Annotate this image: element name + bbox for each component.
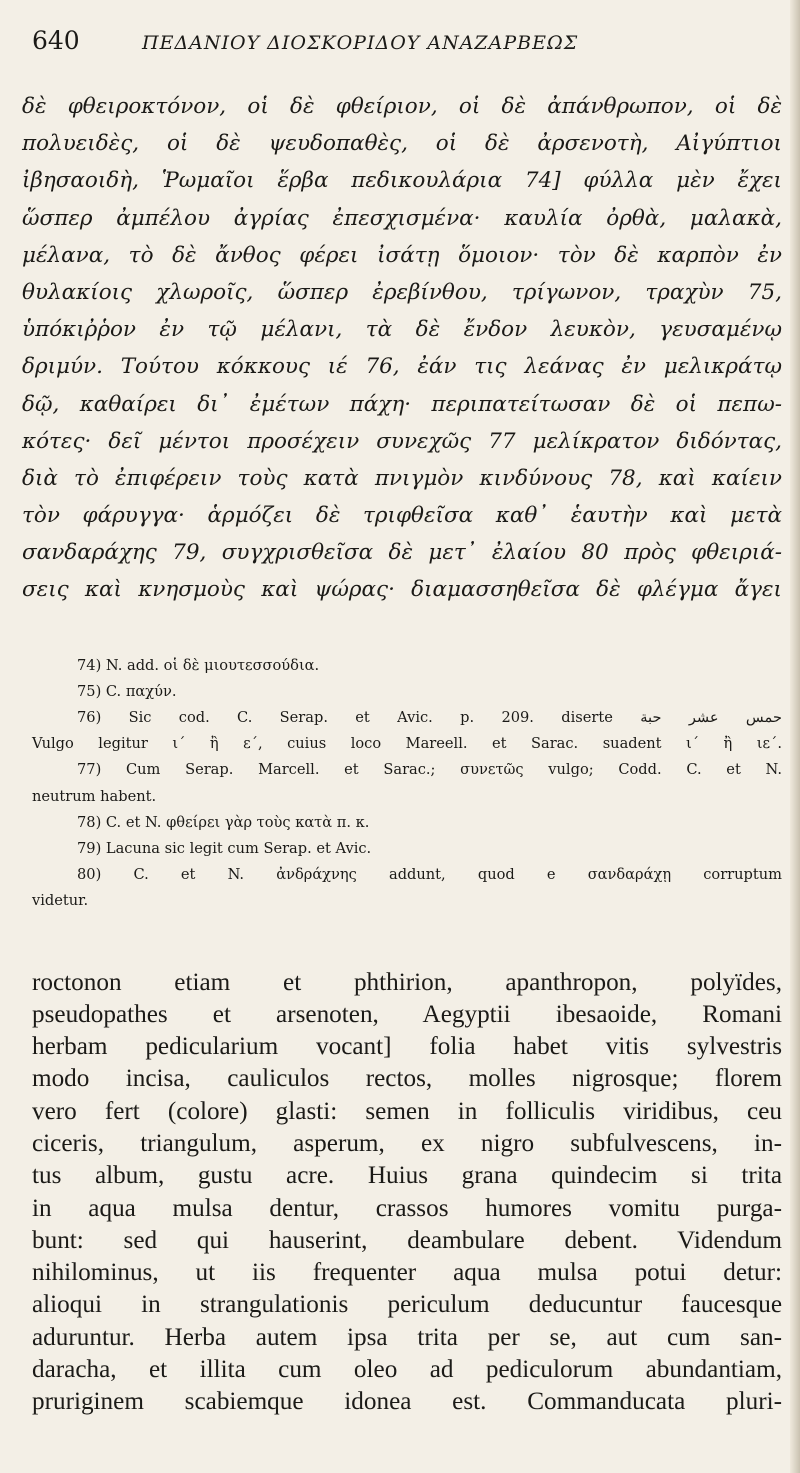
greek-line: σανδαράχης 79, συγχρισθεῖσα δὲ μετ᾽ ἐλαίου 80 πρὸς φθειριά- [22, 540, 782, 566]
footnote: 78) C. et N. φθείρει γὰρ τοὺς κατὰ π. κ. [77, 813, 370, 831]
footnote-continuation: Vulgo legitur ι΄ ἢ ε΄, cuius loco Mareell. et Sarac. suadent ι΄ ἢ ιε΄. [32, 735, 782, 753]
latin-line: modo incisa, cauliculos rectos, molles nigrosque; florem [32, 1065, 782, 1093]
footnotes [22, 653, 782, 915]
footnote-continuation: videtur. [32, 892, 89, 910]
greek-line: διὰ τὸ ἐπιφέρειν τοὺς κατὰ πνιγμὸν κινδύνους 78, καὶ καίειν [22, 465, 782, 491]
greek-line: σεις καὶ κνησμοὺς καὶ ψώρας· διαμασσηθεῖσα δὲ φλέγμα ἄγει [22, 577, 782, 603]
greek-line: δριμύν. Τούτου κόκκους ιέ 76, ἐάν τις λεάνας ἐν μελικράτῳ [22, 354, 782, 380]
greek-line: μέλανα, τὸ δὲ ἄνθος φέρει ἰσάτῃ ὅμοιον· τὸν δὲ καρπὸν ἐν [22, 242, 782, 268]
running-head: ΠΕΔΑΝΙΟΥ ΔΙΟΣΚΟΡΙΔΟΥ ΑΝΑΖΑΡΒΕΩΣ [142, 32, 579, 54]
latin-line: nihilominus, ut iis frequenter aqua mulsa potui detur: [32, 1259, 782, 1287]
greek-line: κότες· δεῖ μέντοι προσέχειν συνεχῶς 77 μελίκρατον διδόντας, [22, 428, 782, 454]
greek-line: πολυειδὲς, οἱ δὲ ψευδοπαθὲς, οἱ δὲ ἀρσενοτὴ, Αἰγύπτιοι [22, 131, 782, 157]
greek-text-block [22, 88, 782, 609]
footnote: 76) Sic cod. C. Serap. et Avic. p. 209. diserte حمس عشر حبة [77, 709, 782, 726]
latin-line: ciceris, triangulum, asperum, ex nigro subfulvescens, in- [32, 1129, 782, 1157]
greek-line: ὥσπερ ἀμπέλου ἀγρίας ἐπεσχισμένα· καυλία ὀρθὰ, μαλακὰ, [22, 205, 782, 231]
latin-line: vero fert (colore) glasti: semen in folliculis viridibus, ceu [32, 1097, 782, 1125]
latin-line: herbam pedicularium vocant] folia habet vitis sylvestris [32, 1033, 782, 1061]
latin-line: pruriginem scabiemque idonea est. Commanducata pluri- [32, 1388, 782, 1416]
latin-line: tus album, gustu acre. Huius grana quindecim si trita [32, 1162, 782, 1190]
footnote: 77) Cum Serap. Marcell. et Sarac.; συνετῶς vulgo; Codd. C. et N. [77, 761, 782, 779]
greek-line: δῷ, καθαίρει δι᾽ ἐμέτων πάχη· περιπατείτωσαν δὲ οἱ πεπω- [22, 391, 782, 417]
greek-line: τὸν φάρυγγα· ἁρμόζει δὲ τριφθεῖσα καθ᾽ ἑαυτὴν καὶ μετὰ [22, 503, 782, 529]
latin-text-block [22, 967, 782, 1419]
footnote: 74) N. add. οἱ δὲ μιουτεσσούδια. [77, 656, 320, 674]
page-edge-shadow [790, 0, 800, 1473]
greek-line: ὑπόκιῤῥον ἐν τῷ μέλανι, τὰ δὲ ἔνδον λευκὸν, γευσαμένῳ [22, 317, 782, 343]
page-header [22, 26, 782, 72]
latin-line: in aqua mulsa dentur, crassos humores vomitu purga- [32, 1194, 782, 1222]
footnote: 75) C. παχύν. [77, 682, 177, 700]
latin-line: pseudopathes et arsenoten, Aegyptii ibesaoide, Romani [32, 1000, 782, 1028]
greek-line: θυλακίοις χλωροῖς, ὥσπερ ἐρεβίνθου, τρίγωνον, τραχὺν 75, [22, 279, 782, 305]
latin-line: roctonon etiam et phthirion, apanthropon, polyïdes, [32, 968, 782, 996]
latin-line: bunt: sed qui hauserint, deambulare debent. Videndum [32, 1226, 782, 1254]
latin-line: daracha, et illita cum oleo ad pediculorum abundantiam, [32, 1356, 782, 1384]
greek-line: δὲ φθειροκτόνον, οἱ δὲ φθείριον, οἱ δὲ ἀπάνθρωπον, οἱ δὲ [22, 94, 782, 119]
latin-line: alioqui in strangulationis periculum deducuntur faucesque [32, 1291, 782, 1319]
footnote: 79) Lacuna sic legit cum Serap. et Avic. [77, 839, 372, 857]
footnote-continuation: neutrum habent. [32, 787, 157, 805]
greek-line: ἰβησαοιδὴ, Ῥωμαῖοι ἕρβα πεδικουλάρια 74] φύλλα μὲν ἔχει [22, 168, 782, 194]
latin-line: aduruntur. Herba autem ipsa trita per se, aut cum san- [32, 1323, 782, 1351]
page-number: 640 [32, 26, 80, 55]
footnote: 80) C. et N. ἀνδράχνης addunt, quod e σανδαράχῃ corruptum [77, 866, 782, 884]
